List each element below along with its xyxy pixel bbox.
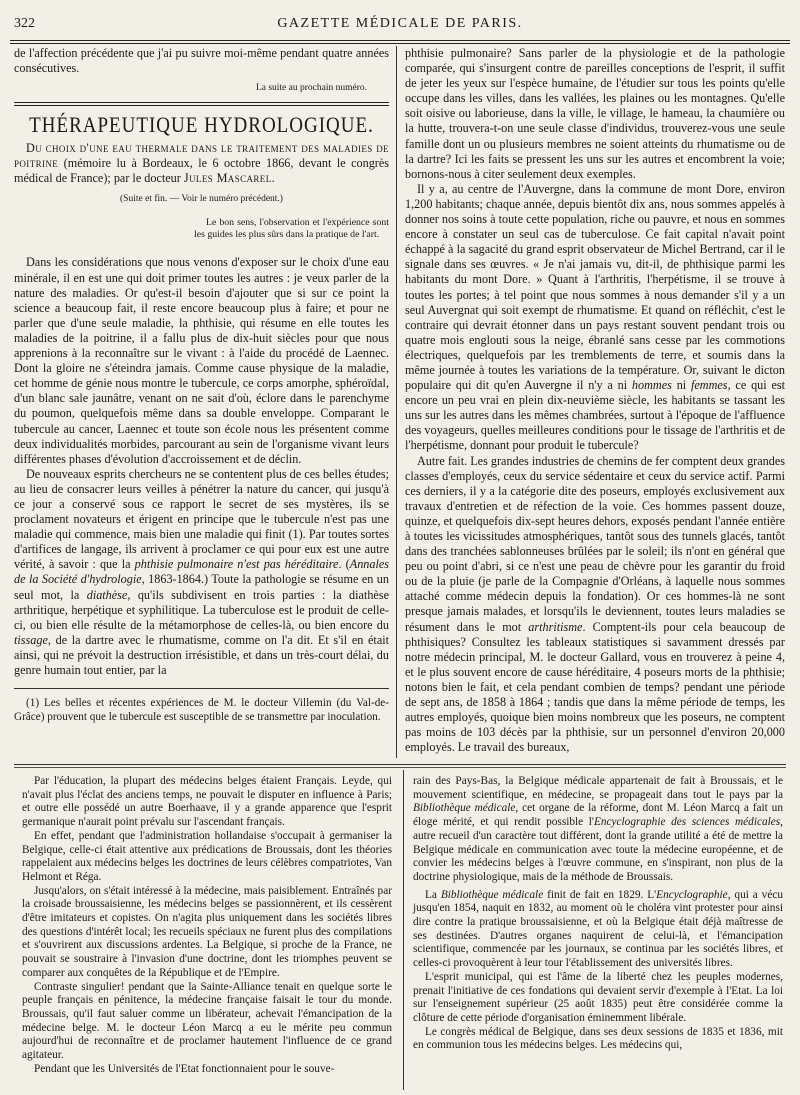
paragraph: Par l'éducation, la plupart des médecins belges étaient Français. Leyde, qui n'avait plus l'éclat des anciens temps, ne pouvait le disputer en influence à Paris; et outre elle possédé un autre Boerhaave, il y a grande apparence que l'esprit germanique n'aurait point prévalu sur l'ascendant français. <box>22 775 392 829</box>
text-run: rain des Pays-Bas, la Belgique médicale appartenait de fait à Broussais, et le mouvement scientifique, en médecine, se propageait dans tout le pays par la <box>413 775 783 801</box>
suite-et-fin: (Suite et fin. — Voir le numéro précédent.) <box>120 194 283 205</box>
paragraph <box>413 775 783 885</box>
italic-run: femmes <box>691 378 728 393</box>
continuation-text: de l'affection précédente que j'ai pu suivre moi-même pendant quatre années consécutives. <box>14 46 389 76</box>
running-header <box>14 14 786 38</box>
paragraph: Jusqu'alors, on s'était intéressé à la médecine, mais paisiblement. Entraînés par la croisade broussaisienne, les médecins belges se passionnèrent, et ils cessèrent d'être imitateurs et copistes. On n'agita plus uniquement dans les sociétés libres des questions d'intérêt local; les recueils spéciaux ne furent plus des compilations et s'ouvrirent aux discussions ardentes. La Belgique, si proche de la France, ne pouvait se soustraire à l'invasion d'une doctrine, dont les triomphes peuvent se comparer aux conquêtes de la République et de l'Empire. <box>22 884 392 979</box>
italic-run: Encyclographie <box>656 888 728 901</box>
paragraph: Pendant que les Universités de l'Etat fonctionnaient pour le souve- <box>34 1062 335 1075</box>
paragraph: L'esprit municipal, qui est l'âme de la liberté chez les peuples modernes, prenait l'initiative de ces fondations qui devaient servir d'exemple à l'Etat. La loi sur l'enseignement supérieur (25 août 1835) peut être considérée comme la clôture de cette période d'organisation éminemment libérale. <box>413 970 783 1024</box>
text-run: , ce qui est encore un peu vrai en plein dix-neuvième siècle, les habitants se tassant les uns sur les autres dans les mêmes chambrées, surtout à l'époque de l'affluence des voyageurs, quelles meilleures conditions pour le tissage de l'arthritis et de l'herpétisme, donnant pour produit le tubercule? <box>405 378 785 453</box>
italic-run: hommes <box>631 378 672 393</box>
header-rule-thin <box>10 43 790 44</box>
running-title: GAZETTE MÉDICALE DE PARIS. <box>277 16 523 31</box>
section-separator-thin <box>14 105 389 106</box>
author-end: . <box>271 171 275 186</box>
italic-run: Encyclographie des sciences médicales <box>593 816 781 829</box>
paragraph <box>405 454 785 756</box>
header-rule <box>10 40 790 41</box>
paragraph: En effet, pendant que l'administration hollandaise s'occupait à germaniser la Belgique, celle-ci était attentive aux prédications de Broussais, dont les théories rappelaient aux médecins belges les doctrines de leurs célèbres compatriotes, Van Helmont et Réga. <box>22 829 392 883</box>
text-run: La <box>425 888 441 901</box>
italic-run: arthritisme <box>528 619 583 634</box>
italic-run: Bibliothèque médicale <box>413 802 516 815</box>
section-rule <box>14 764 786 765</box>
text-run: ni <box>671 378 691 393</box>
suite-note: La suite au prochain numéro. <box>255 83 367 94</box>
upper-left-column <box>14 46 389 724</box>
text-run: , autre recueil d'un caractère tout différent, dont la grande utilité a été de mettre la Belgique médicale en communication avec toute la médecine européenne, et de convier les médecins belges à l'œuvre commune, en s'inspirant, non plus de la doctrine physiologique, mais de la méthode de Broussais. <box>413 816 783 883</box>
section-separator <box>14 102 389 103</box>
section-title: THÉRAPEUTIQUE HYDROLOGIQUE. <box>29 113 374 138</box>
section-rule-thin <box>14 767 786 768</box>
upper-right-column <box>405 46 785 755</box>
text-run: . Comptent-ils pour cela beaucoup de phthisiques? Consultez les tableaux statistiques si savamment dressés par notre médecin principal, M. le docteur Gallard, vous en trouverez à peine 4, et le plus souvent encore de cause héréditaire, 4 poseurs morts de la phthisie; notons bien le fait, et cela pendant combien de temps? pendant une période de sept ans, de 1858 à 1864 ; tandis que dans la même période de temps, les autres employés, quoique bien moins nombreux que les poseurs, ne comptent pas moins de 103 décès par la phthisie, sur un personnel d'environ 20,000 employés. Le travail des bureaux, <box>405 619 785 755</box>
paragraph <box>14 467 389 678</box>
author-name: Jules Mascarel <box>183 171 272 186</box>
footnote-rule <box>14 688 389 689</box>
italic-run: phthisie pulmonaire n'est pas héréditaire <box>134 557 339 572</box>
text-run: , cet organe de la réforme, dont M. Léon Marcq a fait un éloge mérité, et qui rendit possible l' <box>413 802 783 829</box>
paragraph: Dans les considérations que nous venons d'exposer sur le choix d'une eau minérale, il en est une qui doit primer toutes les autres : je veux parler de la nature des maladies. Or qu'est-il besoin d'ajouter que si sur ce point la science a beaucoup fait, il reste encore beaucoup plus à faire; et pour ne parler que d'une seule maladie, la phthisie, qui résume en elle toutes les maladies de la poitrine, il a fallu plus de dix-huit siècles pour que nous apprenions à la reconnaître sur le vivant : à l'aide du procédé de Laennec. Dont la gloire ne s'éteindra jamais. Comme cause physique de la maladie, cet homme de génie nous montre le tubercule, ce corps amorphe, sphéroïdal, d'un blanc sale jaunâtre, venant on ne sait d'où, éclore dans le parenchyme du poumon, quelquefois même dans sa double enveloppe. Comparant le tubercule au cancer, Laennec et toute son école nous les présentent comme deux individualités morbides, parcourant au sein de l'organisme vivant leurs différentes phases d'évolution d'accroissement et de déclin. <box>14 255 389 466</box>
italic-run: Bibliothèque médicale <box>440 888 544 901</box>
italic-run: diathèse <box>86 587 128 602</box>
italic-run: tissage <box>14 632 48 647</box>
subtitle-rest: (mémoire lu à Bordeaux, le 6 octobre 1866, devant le congrès médical de France); par le docteur <box>14 156 389 186</box>
paragraph <box>413 889 783 971</box>
text-run: , 1863-1864.) Toute la pathologie se résume en un seul mot, la <box>14 572 389 602</box>
paragraph: Le congrès médical de Belgique, dans ses deux sessions de 1835 et 1836, mit en communion tous les médecins belges. Les médecins qui, <box>413 1025 783 1052</box>
page-number: 322 <box>14 16 35 31</box>
text-run: Il y a, au centre de l'Auvergne, dans la commune de mont Dore, environ 1,200 habitants; chaque année, depuis bientôt dix ans, nous sommes appelés à donner nos soins à toute cette population, riche ou pauvre, et nous en sommes encore à constater un seul cas de tuberculose. Ce fait capital n'avait point échappé à la sagacité du grand esprit observateur de Michel Bertrand, car il le signale dans ses œuvres. « Je n'ai jamais vu, dit-il, de phthisique parmi les habitants du mont Dore. » Quant à l'arthritis, l'herpétisme, il se trouve à toutes les portes; à tel point que nous sommes à nous demander s'il y a un seul Auvergnat qui soit exempt de rhumatisme. Et quand on réfléchit, c'est le contraire qui devrait étonner dans un pays restant souvent pendant trois ou quatre mois englouti sous la neige, ébranlé sans cesse par les commotions électriques, quelquefois par les tremblements de terre, et soumis dans la même journée à toutes les variations de la température. Or, suivant le dicton populaire qui dit qu'en Auvergne il n'y a ni <box>405 181 785 393</box>
subtitle-caps: Du choix d'une eau thermale dans le traitement des maladies de poitrine <box>14 141 389 171</box>
lower-right-column <box>413 775 783 1053</box>
text-run: Autre fait. Les grandes industries de chemins de fer comptent deux grandes classes d'employés, ceux du service sédentaire et ceux du service actif. Parmi ces derniers, il y a la catégorie dite des poseurs, employés exclusivement aux travaux d'entretien et de réfection de la voie. Ces hommes passent douze, quinze, et quelquefois dix-sept heures dehors, exposés pendant l'année entière à toutes les vicissitudes atmosphériques, tantôt sous des tunnels glacés, tantôt dans des tranchées sablonneuses brûlées par le soleil; ils n'ont en général que peu ou point d'abri, si ce n'est une peau de chèvre pour les garantir du froid ou de la pluie (je parle de la Compagnie d'Orléans, à laquelle nous sommes attaché comme médecin depuis la fondation). Or ces hommes-là ne sont presque jamais malades, et lorsqu'ils le deviennent, toutes leurs maladies se résument dans le mot <box>405 453 785 634</box>
paragraph: Contraste singulier! pendant que la Sainte-Alliance tenait en quelque sorte le peuple français en pénitence, la médecine française faisait le tour du monde. Broussais, qu'il faut saluer comme un libérateur, achevait l'émancipation de la médecine belge. M. le docteur Léon Marcq a eu le mérite peu commun aujourd'hui de reconnaître et de proclamer hautement l'influence de ce grand agitateur. <box>22 980 392 1062</box>
text-run: , de la dartre avec le rhumatisme, comme on l'a dit. Et s'il en était ainsi, qui ne prévoit la destruction irrésistible, et dans un très-court délai, du genre humain tout entier, par la <box>14 632 389 677</box>
italic-run: Annales de la Société d'hydrologie <box>14 557 390 587</box>
paragraph <box>405 182 785 454</box>
paragraph: phthisie pulmonaire? Sans parler de la physiologie et de la pathologie comparée, qui s'insurgent contre de pareilles conceptions de l'esprit, il suffit de jeter les yeux sur l'espèce humaine, de l'étudier sur tous les points qu'elle occupe dans les villes, dans les vallées, les plaines ou les montagnes. Qu'elle soit oisive ou laborieuse, dans la ville, le village, le hameau, la chaumière ou la hutte, trouvera-t-on une seule classe d'individus, trouverez-vous une seule famille dont un ou plusieurs membres ne soient atteints du rhumatisme ou de la dartre? Ici les faits se pressent les uns sur les autres et encombrent la voie; bornons-nous à citer seulement deux exemples. <box>405 46 785 181</box>
article-subtitle <box>14 141 389 186</box>
text-run: . ( <box>338 557 350 572</box>
lower-column-divider <box>403 770 404 1090</box>
footnote: (1) Les belles et récentes expériences de M. le docteur Villemin (du Val-de-Grâce) prouvent que le tubercule est susceptible de se transmettre par inoculation. <box>14 697 389 723</box>
text-run: finit de fait en 1829. L' <box>543 888 657 901</box>
column-divider <box>396 46 397 758</box>
text-run: De nouveaux esprits chercheurs ne se contentent plus de ces belles études; au lieu de consacrer leurs veilles à pénétrer la nature du cancer, qui jusqu'à ce jour a conservé sous ce rapport le secret de ses mystères, ils se proclament novateurs et érigent en principe que le tubercule n'est pas une maladie qui commence, mais bien une maladie qui finit (1). Par toutes sortes d'artifices de langage, ils arrivent à proclamer ce qui pour eux est une autre vérité, à savoir : que la <box>14 466 389 572</box>
epigraph: Le bon sens, l'observation et l'expérience sont les guides les plus sûrs dans la pratique de l'art. <box>194 217 389 241</box>
text-run: , qui a vécu jusqu'en 1854, naquit en 1832, au moment où le choléra vint protester pour ainsi dire contre la pratique broussaisienne, et où la Belgique était déjà maîtresse de ses destinées. D'autres organes naquirent de celui-là, et l'émancipation scientifique, commencée par les journaux, se continua par les sociétés libres, et celles-ci provoquèrent à leur tour l'établissement des universités libres. <box>413 888 783 970</box>
text-run: , qu'ils subdivisent en trois parties : la diathèse arthritique, herpétique et syphilitique. La tuberculose est le produit de celle-ci, ou bien elle résulte de la métamorphose de celles-là, ou bien encore du <box>14 587 389 632</box>
lower-left-column <box>22 775 392 1076</box>
